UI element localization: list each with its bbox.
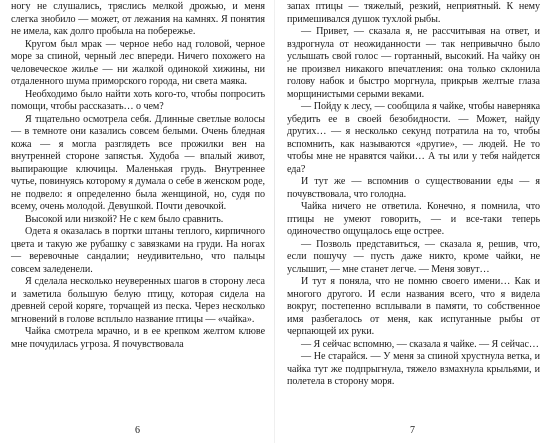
left-page-text (11, 1, 265, 351)
paragraph: Чайка смотрела мрачно, и в ее крепком желтом клюве мне почудилась угроза. Я почувствовала (11, 326, 265, 350)
paragraph: ногу не слушались, тряслись мелкой дрожью, и меня слегка знобило — может, от лежания на камнях. Я понятия не имела, как долго пробыла на побережье. (11, 1, 265, 37)
paragraph: — Позволь представиться, — сказала я, решив, что, если пошучу — пусть даже никто, кроме чайки, не услышит, — мне станет легче. — Меня зовут… (287, 238, 540, 275)
paragraph: — Я сейчас вспомню, — сказала я чайке. — Я сейчас… (301, 338, 539, 350)
paragraph: Я сделала несколько неуверенных шагов в сторону леса и заметила большую белую птицу, которая сидела на древней серой коряге, торчащей из песка. Через несколько мгновений в голове всплыло название птицы — «чайка». (11, 276, 265, 325)
paragraph: Необходимо было найти хоть кого-то, чтобы попросить помощи, чтобы рассказать… о чем? (11, 88, 265, 112)
page-number-right: 7 (410, 425, 415, 436)
right-page-text (287, 1, 540, 389)
paragraph: И тут же — вспомнив о существовании еды — я почувствовала, что голодна. (287, 176, 540, 200)
paragraph: Кругом был мрак — черное небо над головой, черное море за спиной, черный лес впереди. Ничего похожего на человеческое жилье — ни жалкой одинокой хижины, ни отдаленного шума приморского города, ни света маяка. (11, 38, 265, 87)
paragraph: Высокой или низкой? Не с кем было сравнить. (25, 213, 224, 225)
paragraph: Чайка ничего не ответила. Конечно, я помнила, что птицы не умеют говорить, — и все-таки теперь одиночество ощущалось еще острее. (287, 201, 540, 237)
paragraph: запах птицы — тяжелый, резкий, неприятный. К нему примешивался душок тухлой рыбы. (287, 1, 540, 25)
page-number-left: 6 (135, 425, 140, 436)
paragraph: И тут я поняла, что не помню своего имени… Как и многого другого. И если названия всего, что я видела вокруг, постепенно всплывали в памяти, то собственное имя разбегалось от меня, как испуганные рыбы от черпающей их руки. (287, 276, 540, 337)
paragraph: — Привет, — сказала я, не рассчитывая на ответ, и вздрогнула от неожиданности — так непривычно было услышать свой голос — гортанный, высокий. На чайку он не произвел никакого впечатления: она только склонила голову набок и быстро моргнула, прикрыв желтые глаза морщинистыми серыми веками. (287, 26, 540, 100)
paragraph: — Не старайся. — У меня за спиной хрустнула ветка, и чайка тут же подпрыгнула, тяжело взмахнула крыльями, и полетела в сторону моря. (287, 351, 540, 387)
paragraph: — Пойду к лесу, — сообщила я чайке, чтобы наверняка убедить ее в своей безобидности. — Может, найду других… — я несколько секунд потратила на то, чтобы вспомнить, как называются «другие», — людей. Не то чтобы мне не нравятся чайки… А ты или у тебя найдется еда? (287, 101, 540, 175)
right-page (275, 0, 550, 443)
paragraph: Я тщательно осмотрела себя. Длинные светлые волосы — в темноте они казались совсем белыми. Очень бледная кожа — я могла разглядеть все прожилки вен на внутренней стороне запястья. Худоба — впалый живот, выпирающие ключицы. Маленькая грудь. Внутреннее чутье, повинуясь которому я думала о себе в женском роде, не подвело: я определенно была женщиной, но, судя по всему, очень молодой. Девушкой. Почти девочкой. (11, 113, 265, 212)
paragraph: Одета я оказалась в портки штаны теплого, кирпичного цвета и такую же рубашку с завязками на груди. На ногах — веревочные сандалии; неудивительно, что пальцы совсем заледенели. (11, 226, 265, 275)
